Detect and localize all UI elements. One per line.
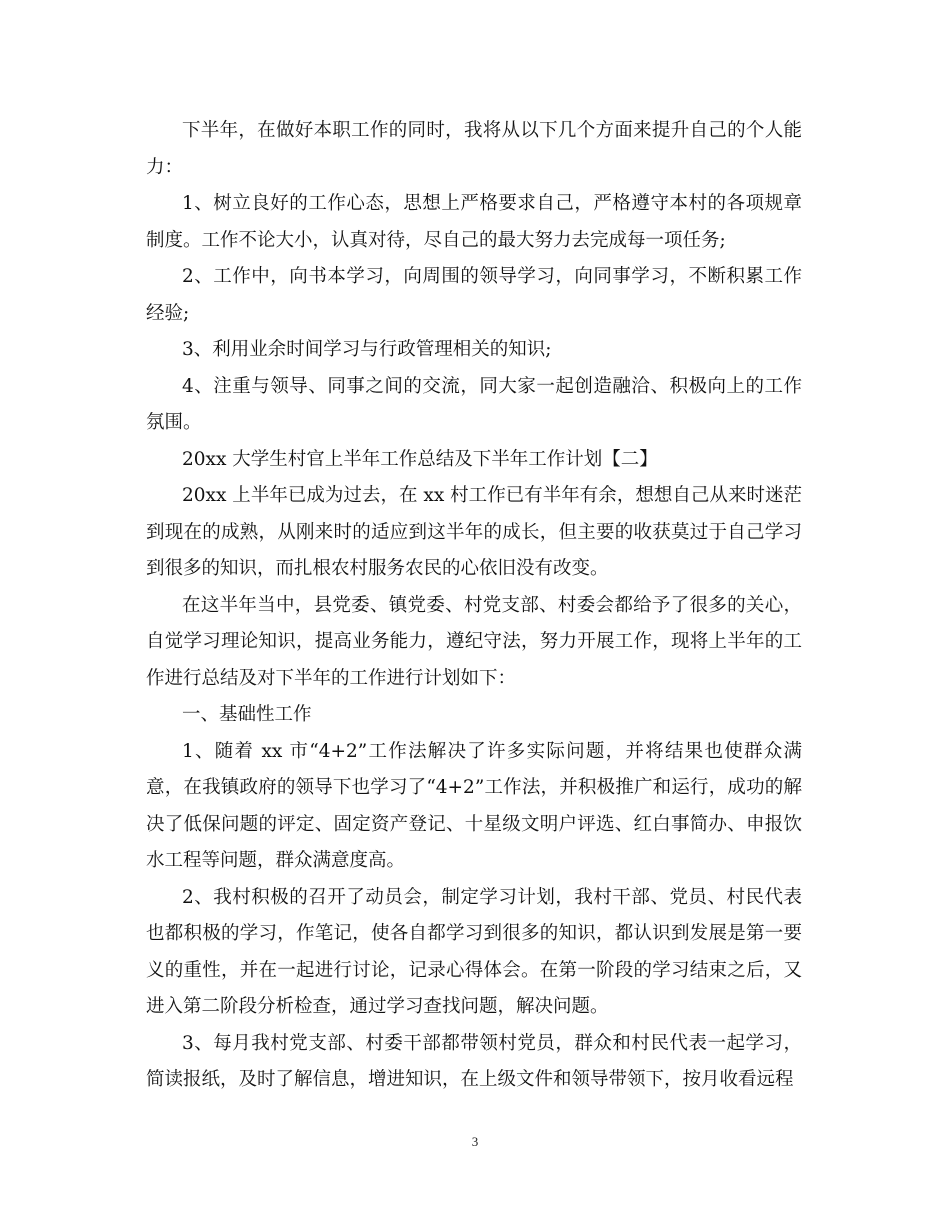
paragraph-work-3: 3、每月我村党支部、村委干部都带领村党员，群众和村民代表一起学习，简读报纸，及时了解信息，增进知识，在上级文件和领导带领下，按月收看远程 xyxy=(146,1032,802,1090)
paragraph-work-1: 1、随着 xx 市“4+2”工作法解决了许多实际问题，并将结果也使群众满意，在我镇政府的领导下也学习了“4+2”工作法，并积极推广和运行，成功的解决了低保问题的评定、固定资产登记、十星级文明户评选、红白事简办、申报饮水工程等问题，群众满意度高。 xyxy=(146,740,802,871)
paragraph-item-2: 2、工作中，向书本学习，向周围的领导学习，向同事学习，不断积累工作经验; xyxy=(146,266,802,324)
paragraph-intro: 下半年，在做好本职工作的同时，我将从以下几个方面来提升自己的个人能力： xyxy=(146,120,802,178)
paragraph-item-3: 3、利用业余时间学习与行政管理相关的知识; xyxy=(182,339,552,360)
paragraph-work-2: 2、我村积极的召开了动员会，制定学习计划，我村干部、党员、村民代表也都积极的学习，作笔记，使各自都学习到很多的知识，都认识到发展是第一要义的重性，并在一起进行讨论，记录心得体会。在第一阶段的学习结束之后，又进入第二阶段分析检查，通过学习查找问题，解决问题。 xyxy=(146,886,802,1017)
section-title: 20xx 大学生村官上半年工作总结及下半年工作计划【二】 xyxy=(182,448,658,470)
paragraph-item-1: 1、树立良好的工作心态，思想上严格要求自己，严格遵守本村的各项规章制度。工作不论大小，认真对待，尽自己的最大努力去完成每一项任务; xyxy=(146,193,802,251)
subsection-title: 一、基础性工作 xyxy=(182,704,312,725)
document-body xyxy=(146,113,802,1099)
page-number: 3 xyxy=(471,1134,479,1149)
paragraph-item-4: 4、注重与领导、同事之间的交流，同大家一起创造融洽、积极向上的工作氛围。 xyxy=(146,375,802,433)
paragraph-overview: 在这半年当中，县党委、镇党委、村党支部、村委会都给予了很多的关心，自觉学习理论知识，提高业务能力，遵纪守法，努力开展工作，现将上半年的工作进行总结及对下半年的工作进行计划如下： xyxy=(146,594,802,689)
paragraph-summary: 20xx 上半年已成为过去，在 xx 村工作已有半年有余，想想自己从来时迷茫到现在的成熟，从刚来时的适应到这半年的成长，但主要的收获莫过于自己学习到很多的知识，而扎根农村服务农民的心依旧没有改变。 xyxy=(146,485,802,579)
